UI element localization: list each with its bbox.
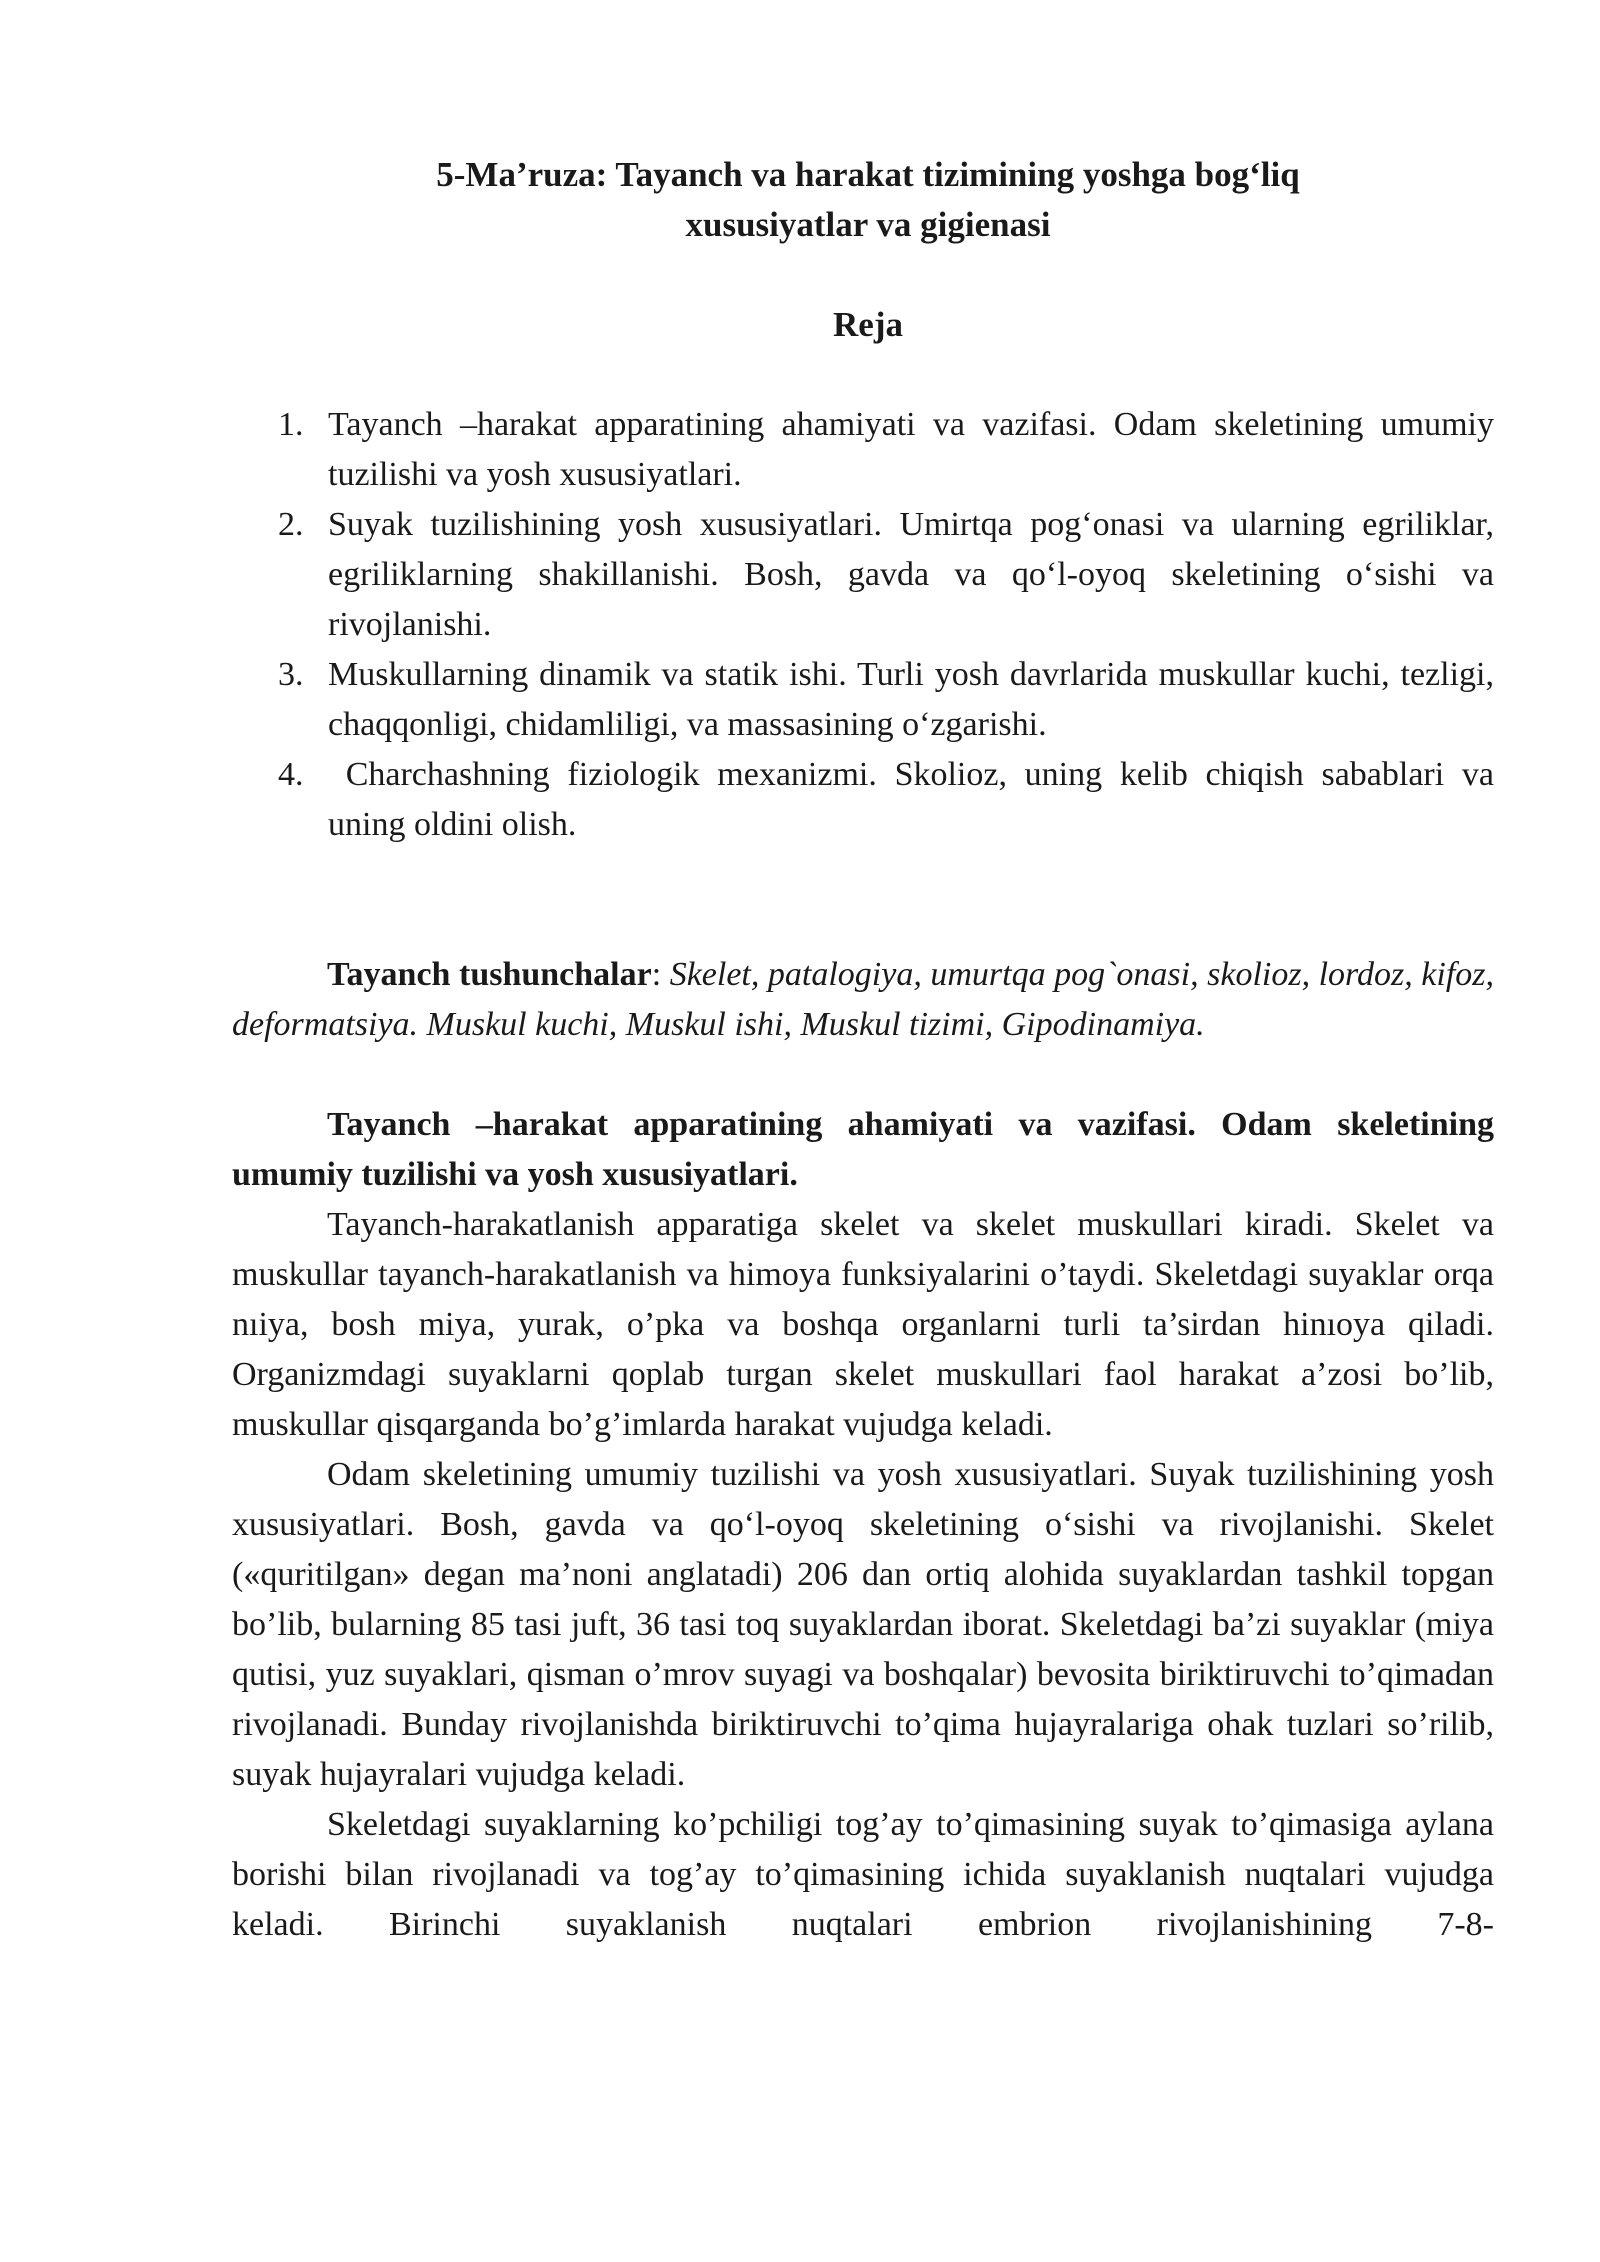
plan-item-text: Muskullarning dinamik va statik ishi. Turli yosh davrlarida muskullar kuchi, tezligi, chaqqonligi, chidamliligi, va massasining o‘zgarishi. bbox=[328, 656, 1494, 743]
document-page bbox=[232, 150, 1503, 1950]
plan-heading: Reja bbox=[833, 305, 903, 344]
plan-item-text: Tayanch –harakat apparatining ahamiyati va vazifasi. Odam skeletining umumiy tuzilishi va yosh xususiyatlari. bbox=[328, 406, 1494, 493]
lecture-title bbox=[232, 150, 1494, 250]
key-concepts-separator: : bbox=[651, 956, 670, 993]
plan-item-number: 4. bbox=[278, 756, 304, 793]
section-heading: Tayanch –harakat apparatining ahamiyati va vazifasi. Odam skeletining umumiy tuzilishi va yosh xususiyatlari. bbox=[232, 1106, 1494, 1193]
key-concepts bbox=[232, 950, 1494, 1050]
body-paragraph: Odam skeletining umumiy tuzilishi va yosh xususiyatlari. Suyak tuzilishining yosh xususiyatlari. Bosh, gavda va qo‘l-oyoq skeletining o‘sishi va rivojlanishi. Skelet («quritilgan» degan ma’noni anglatadi) 206 dan ortiq alohida suyaklardan tashkil topgan bo’lib, bularning 85 tasi juft, 36 tasi toq suyaklardan iborat. Skeletdagi ba’zi suyaklar (miya qutisi, yuz suyaklari, qisman o’mrov suyagi va boshqalar) bevosita biriktiruvchi to’qimadan rivojlanadi. Bunday rivojlanishda biriktiruvchi to’qima hujayralariga ohak tuzlari so’rilib, suyak hujayralari vujudga keladi. bbox=[232, 1456, 1494, 1793]
body-paragraph: Tayanch-harakatlanish apparatiga skelet va skelet muskullari kiradi. Skelet va muskullar tayanch-harakatlanish va himoya funksiyalarini o’taydi. Skeletdagi suyaklar orqa nıiya, bosh miya, yurak, o’pka va boshqa organlarni turli ta’sirdan hinıoya qiladi. Organizmdagi suyaklarni qoplab turgan skelet muskullari faol harakat a’zosi bo’lib, muskullar qisqarganda bo’g’imlarda harakat vujudga keladi. bbox=[232, 1206, 1494, 1443]
key-concepts-label: Tayanch tushunchalar bbox=[327, 956, 652, 993]
plan-item bbox=[232, 500, 1494, 650]
key-concepts-text: Skelet, patalogiya, umurtqa pog`onasi, skolioz, lordoz, kifoz, deformatsiya. Muskul kuchi, Muskul ishi, Muskul tizimi, Gipodinamiya. bbox=[232, 956, 1494, 1043]
lecture-title-line-1: 5-Ma’ruza: Tayanch va harakat tizimining yoshga bog‘liq bbox=[436, 155, 1300, 194]
plan-item-text: Suyak tuzilishining yosh xususiyatlari. Umirtqa pog‘onasi va ularning egriliklar, egriliklarning shakillanishi. Bosh, gavda va qo‘l-oyoq skeletining o‘sishi va rivojlanishi. bbox=[328, 506, 1494, 643]
body-paragraph: Skeletdagi suyaklarning ko’pchiligi tog’ay to’qimasining suyak to’qimasiga aylana borishi bilan rivojlanadi va tog’ay to’qimasining ichida suyaklanish nuqtalari vujudga keladi. Birinchi suyaklanish nuqtalari embrion rivojlanishining 7-8- bbox=[232, 1806, 1494, 1943]
plan-item-number: 3. bbox=[278, 656, 304, 693]
plan-item bbox=[232, 650, 1494, 750]
plan-item-number: 1. bbox=[278, 406, 304, 443]
plan-list bbox=[232, 400, 1503, 850]
lecture-title-line-2: xususiyatlar va gigienasi bbox=[685, 205, 1051, 244]
plan-item bbox=[232, 750, 1503, 850]
plan-item bbox=[232, 400, 1494, 500]
plan-item-number: 2. bbox=[278, 506, 304, 543]
plan-item-text: Charchashning fiziologik mexanizmi. Skolioz, uning kelib chiqish sabablari va uning oldini olish. bbox=[328, 756, 1503, 843]
